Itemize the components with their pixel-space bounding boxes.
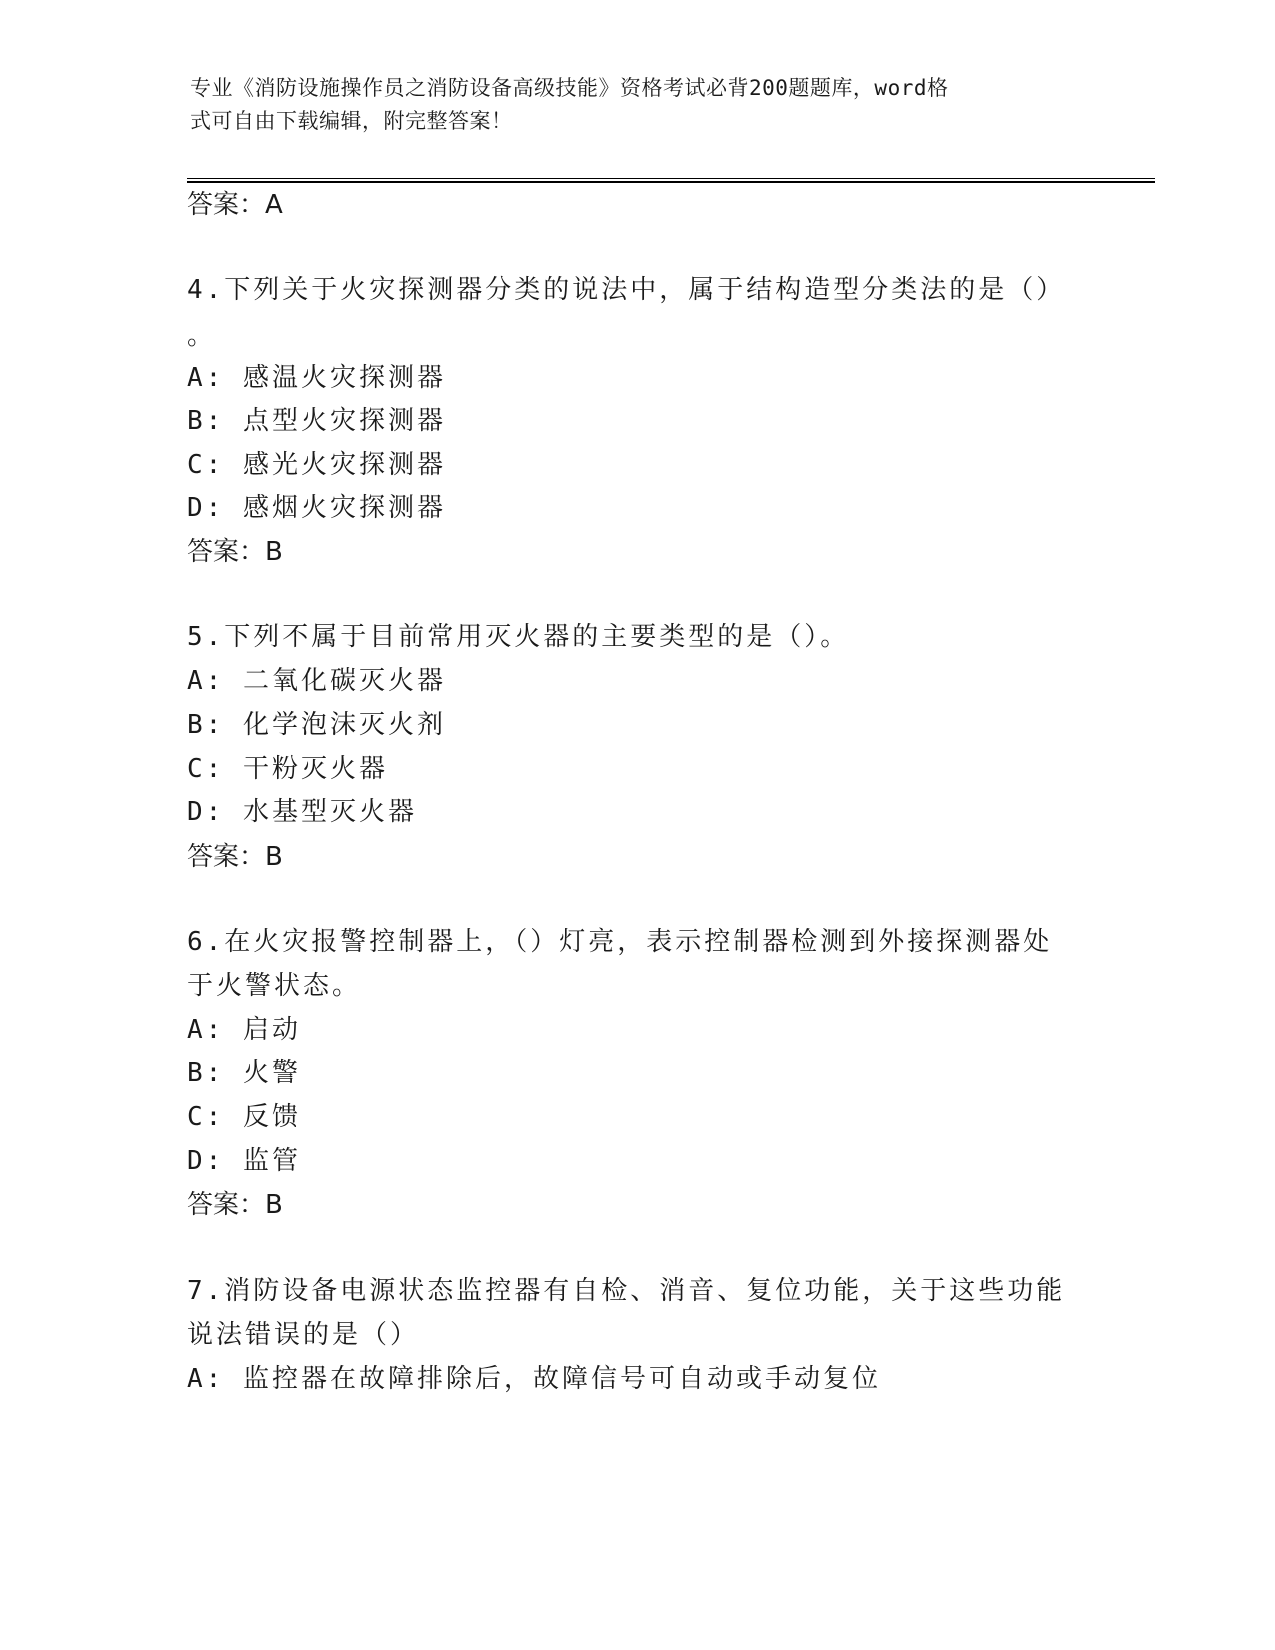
header-divider-thick <box>187 181 1155 183</box>
q7-stem-line-2: 说法错误的是（） <box>187 1320 420 1350</box>
q4-stem-line-1: 4.下列关于火灾探测器分类的说法中，属于结构造型分类法的是（） <box>187 275 1066 305</box>
q6-option-a: A: 启动 <box>187 1015 301 1045</box>
q7-stem-line-1: 7.消防设备电源状态监控器有自检、消音、复位功能，关于这些功能 <box>187 1276 1066 1306</box>
q6-option-b: B: 火警 <box>187 1058 301 1088</box>
q6-option-d: D: 监管 <box>187 1146 301 1176</box>
q5-option-d: D: 水基型灭火器 <box>187 797 417 827</box>
q5-option-c: C: 干粉灭火器 <box>187 754 388 784</box>
q6-answer: 答案：B <box>187 1190 283 1220</box>
q6-stem-line-2: 于火警状态。 <box>187 971 362 1001</box>
q4-option-b: B: 点型火灾探测器 <box>187 406 446 436</box>
q5-stem-line-1: 5.下列不属于目前常用灭火器的主要类型的是（）。 <box>187 622 850 652</box>
q5-option-a: A: 二氧化碳灭火器 <box>187 666 446 696</box>
header-line-2: 式可自由下载编辑，附完整答案！ <box>190 109 513 133</box>
answer-previous: 答案：A <box>187 190 283 220</box>
q5-option-b: B: 化学泡沫灭火剂 <box>187 710 446 740</box>
q6-stem-line-1: 6.在火灾报警控制器上，（）灯亮，表示控制器检测到外接探测器处 <box>187 927 1053 957</box>
q5-answer: 答案：B <box>187 842 283 872</box>
q4-stem-line-2: 。 <box>187 321 217 351</box>
header-divider-thin <box>187 178 1155 179</box>
q7-option-a: A: 监控器在故障排除后，故障信号可自动或手动复位 <box>187 1364 881 1394</box>
q4-option-a: A: 感温火灾探测器 <box>187 363 446 393</box>
q4-answer: 答案：B <box>187 537 283 567</box>
header-line-1: 专业《消防设施操作员之消防设备高级技能》资格考试必背200题题库，word格 <box>190 76 949 100</box>
q4-option-c: C: 感光火灾探测器 <box>187 450 446 480</box>
document-header <box>190 72 1070 138</box>
q6-option-c: C: 反馈 <box>187 1102 301 1132</box>
q4-option-d: D: 感烟火灾探测器 <box>187 493 446 523</box>
